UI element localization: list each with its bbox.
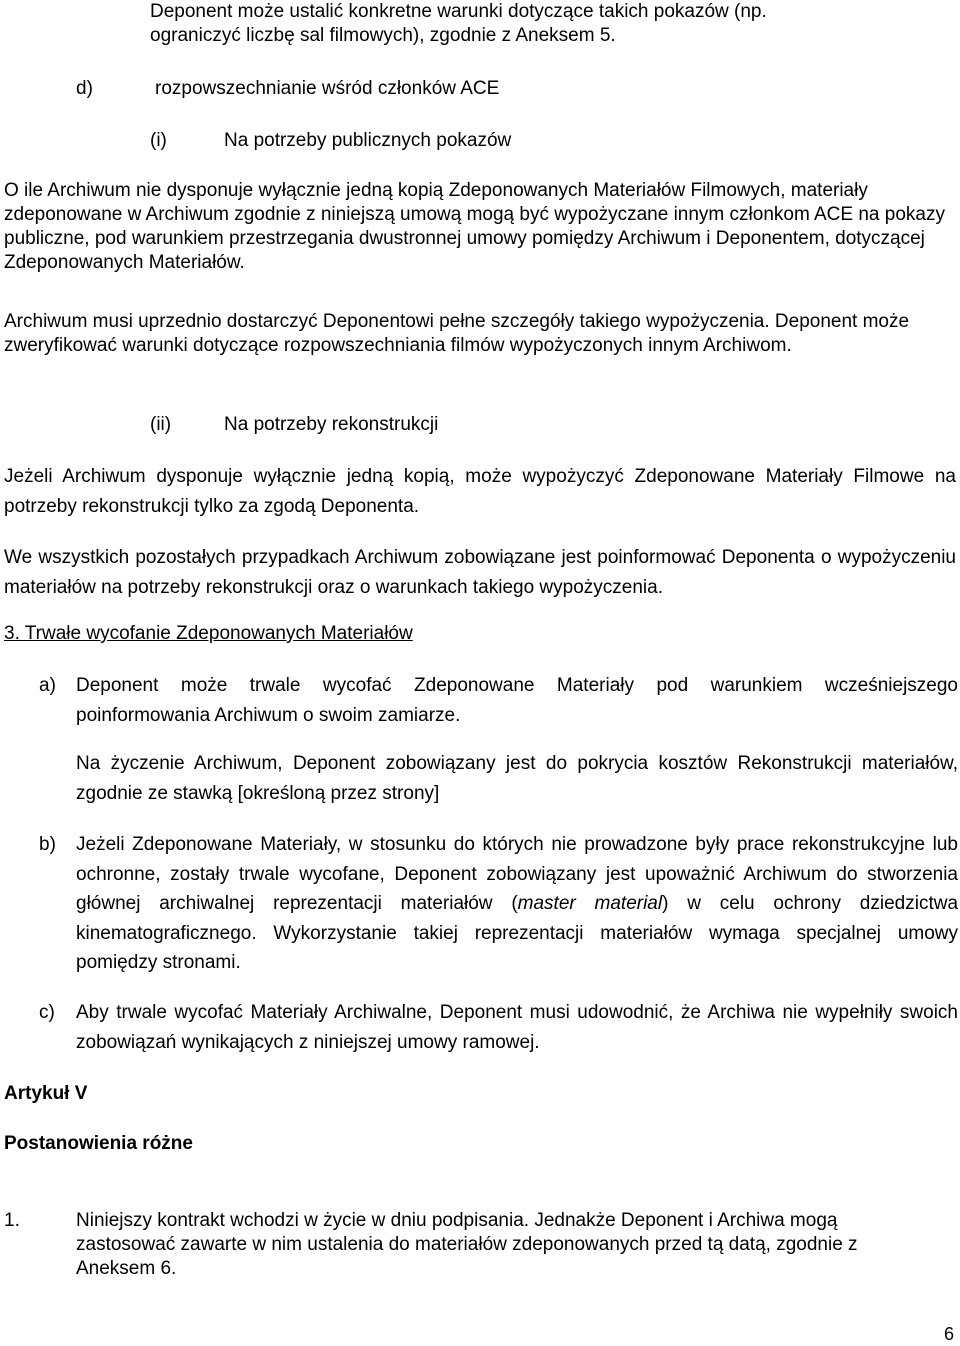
subsection-ii-label: (ii): [150, 414, 172, 435]
item-b-italic-term: master material: [517, 893, 663, 914]
item-a-note: Na życzenie Archiwum, Deponent zobowiązany jest do pokrycia kosztów Rekonstrukcji materiałów, zgodnie ze stawką [określoną przez strony]: [76, 753, 958, 804]
item-b-text-after: ) w celu ochrony dziedzictwa kinematograficznego. Wykorzystanie takiej reprezentacji materiałów wymaga specjalnej umowy pomiędzy stronami.: [76, 893, 959, 973]
item-b-text: [76, 830, 958, 978]
item-a-label: a): [39, 675, 56, 696]
intro-line-1: Deponent może ustalić konkretne warunki dotyczące takich pokazów (np.: [150, 1, 767, 22]
article-subtitle: Postanowienia różne: [4, 1133, 193, 1154]
subsection-i-paragraph-1: O ile Archiwum nie dysponuje wyłącznie jedną kopią Zdeponowanych Materiałów Filmowych, materiały zdeponowane w Archiwum zgodnie z niniejszą umową mogą być wypożyczane innym członkom ACE na pokazy publiczne, pod warunkiem przestrzegania dwustronnej umowy pomiędzy Archiwum i Deponentem, dotyczącej Zdeponowanych Materiałów.: [4, 180, 945, 273]
subsection-i-paragraph-2: Archiwum musi uprzednio dostarczyć Deponentowi pełne szczegóły takiego wypożyczenia. Deponent może zweryfikować warunki dotyczące rozpowszechniania filmów wypożyczonych innym Archiwom.: [4, 311, 910, 356]
item-a-text: Deponent może trwale wycofać Zdeponowane Materiały pod warunkiem wcześniejszego poinformowania Archiwum o swoim zamiarze.: [76, 675, 958, 726]
article-item-1-label: 1.: [4, 1210, 20, 1231]
intro-line-2: ograniczyć liczbę sal filmowych), zgodnie z Aneksem 5.: [150, 25, 616, 46]
page-number: 6: [944, 1324, 955, 1344]
subsection-ii-paragraph-2: We wszystkich pozostałych przypadkach Archiwum zobowiązane jest poinformować Deponenta o wypożyczeniu materiałów na potrzeby rekonstrukcji oraz o warunkach takiego wypożyczenia.: [4, 547, 956, 598]
section-d-heading: rozpowszechnianie wśród członków ACE: [155, 78, 500, 99]
section-3-heading: 3. Trwałe wycofanie Zdeponowanych Materiałów: [4, 623, 413, 644]
subsection-ii-paragraph-1: Jeżeli Archiwum dysponuje wyłącznie jedną kopią, może wypożyczyć Zdeponowane Materiały Filmowe na potrzeby rekonstrukcji tylko za zgodą Deponenta.: [4, 466, 956, 517]
item-c-text: Aby trwale wycofać Materiały Archiwalne, Deponent musi udowodnić, że Archiwa nie wypełniły swoich zobowiązań wynikających z niniejszej umowy ramowej.: [76, 1002, 958, 1053]
subsection-i-label: (i): [150, 130, 167, 151]
item-b-text-before: Jeżeli Zdeponowane Materiały, w stosunku do których nie prowadzone były prace rekonstrukcyjne lub ochronne, zostały trwale wycofane, Deponent zobowiązany jest upoważnić Archiwum do stworzenia głównej archiwalnej reprezentacji materiałów (: [76, 834, 958, 914]
article-item-1-text: Niniejszy kontrakt wchodzi w życie w dniu podpisania. Jednakże Deponent i Archiwa mogą zastosować zawarte w nim ustalenia do materiałów zdeponowanych przed tą datą, zgodnie z Aneksem 6.: [76, 1210, 858, 1279]
item-b-label: b): [39, 834, 56, 855]
article-title: Artykuł V: [4, 1083, 88, 1104]
subsection-ii-heading: Na potrzeby rekonstrukcji: [224, 414, 439, 435]
subsection-i-heading: Na potrzeby publicznych pokazów: [224, 130, 512, 151]
item-c-label: c): [39, 1002, 55, 1023]
section-d-label: d): [76, 78, 93, 99]
